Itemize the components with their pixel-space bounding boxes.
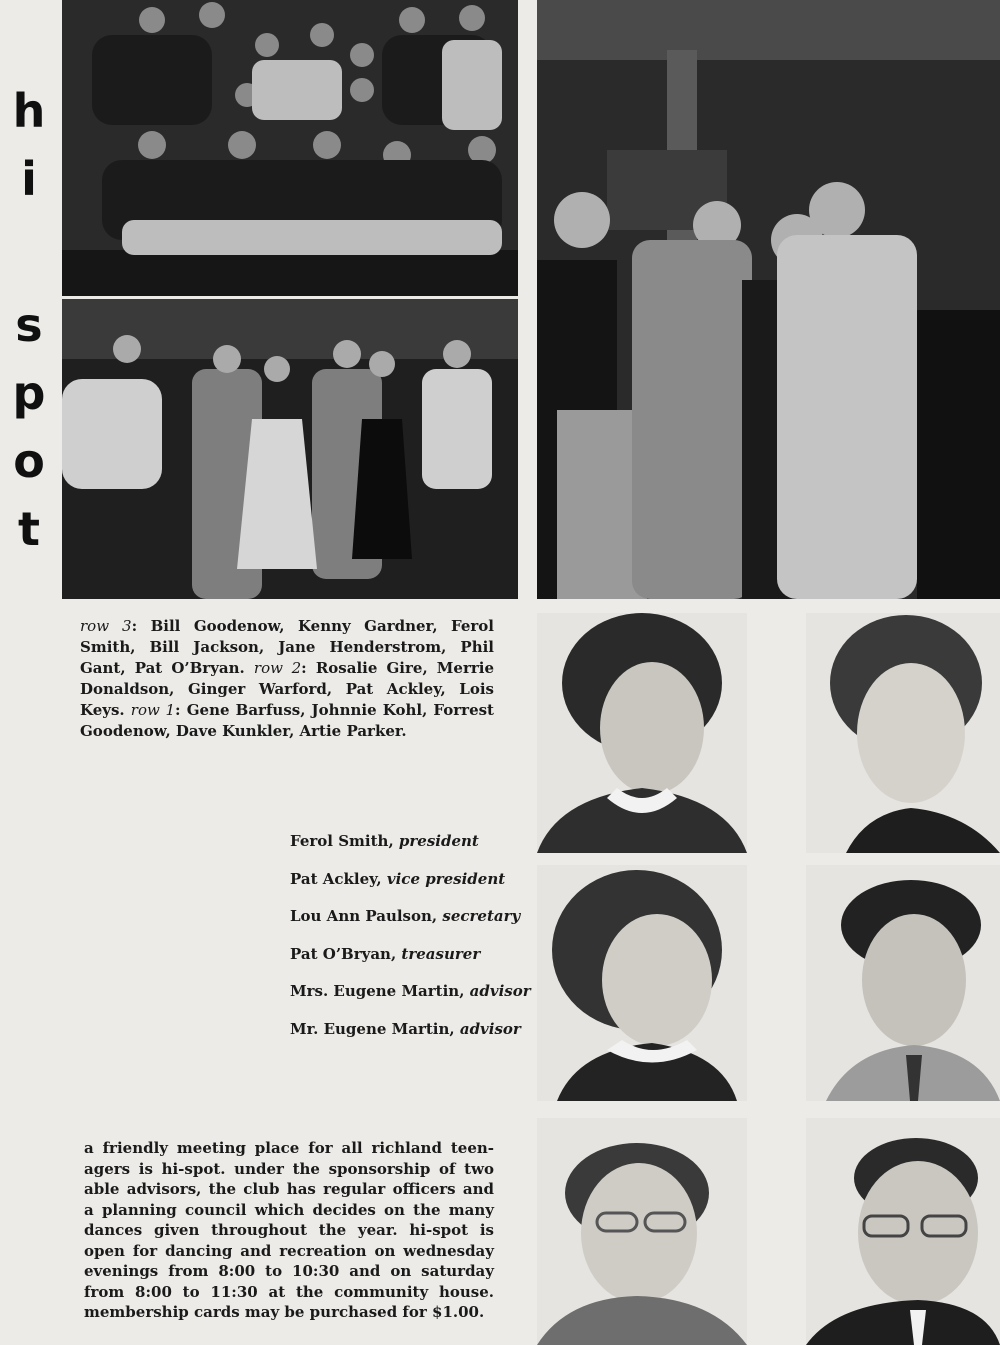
officer-role: president (398, 832, 479, 850)
officer-name: Lou Ann Paulson, (290, 907, 438, 925)
officer-name: Pat Ackley, (290, 869, 382, 888)
portrait-image (806, 865, 1000, 1101)
row-names: Gene Barfuss, Johnnie Kohl, Forrest Goodenow, Dave Kunkler, Artie Parker. (80, 701, 494, 740)
officer-name: Mrs. Eugene Martin, (290, 982, 465, 1000)
title-letter: i (21, 152, 37, 206)
title-letter: p (12, 366, 46, 420)
officer-entry (290, 1018, 530, 1056)
row-names: Rosalie Gire, Merrie Donaldson, Ginger Warford, Pat Ackley, Lois Keys. (80, 659, 494, 719)
officer-role: vice president (386, 869, 506, 888)
dance-photo-right (537, 0, 1000, 599)
portrait-pat-obryan (806, 865, 1000, 1101)
officer-entry (290, 905, 530, 943)
club-description: a friendly meeting place for all richland teen-agers is hi-spot. under the sponsorship of two able advisors, the club has regular officers and a planning council which decides on the many dances given throughout the year. hi-spot is open for dancing and recreation on wednesday evenings from 8:00 to 10:30 and on saturday from 8:00 to 11:30 at the community house. membership cards may be purchased for $1.00. (84, 1139, 494, 1321)
portrait-pat-ackley (806, 613, 1000, 853)
officer-name: Ferol Smith, (290, 832, 394, 850)
title-letter: o (13, 434, 45, 488)
dance-photo-right-image (537, 0, 1000, 599)
portrait-ferol-smith (537, 613, 747, 853)
title-letter: h (12, 84, 46, 138)
portrait-image (537, 1118, 747, 1345)
officer-role: advisor (459, 1019, 521, 1038)
vertical-title (0, 84, 58, 556)
group-photo-caption: row 3: Bill Goodenow, Kenny Gardner, Ferol Smith, Bill Jackson, Jane Henderstrom, Phil Gant, Pat O’Bryan. row 2: Rosalie Gire, Merrie Donaldson, Ginger Warford, Pat Ackley, Lois Keys. row 1: Gene Barfuss, Johnnie Kohl, Forrest Goodenow, Dave Kunkler, Artie Parker. (80, 617, 495, 740)
group-photo (62, 0, 518, 296)
portrait-mr-eugene-martin (806, 1118, 1000, 1345)
portrait-mrs-eugene-martin (537, 1118, 747, 1345)
officer-role: treasurer (401, 944, 481, 963)
title-letter: s (15, 298, 43, 352)
officer-entry (290, 943, 530, 981)
group-photo-image (62, 0, 518, 296)
officer-entry (290, 868, 530, 906)
row-names: Bill Goodenow, Kenny Gardner, Ferol Smith, Bill Jackson, Jane Henderstrom, Phil Gant, Pat O’Bryan. (80, 617, 495, 677)
dance-photo-left (62, 299, 518, 599)
officer-entry (290, 980, 530, 1018)
portrait-image (537, 613, 747, 853)
portrait-image (806, 613, 1000, 853)
officer-role: secretary (442, 907, 521, 925)
portrait-image (537, 865, 747, 1101)
title-letter: t (18, 502, 40, 556)
row-label: row 3 (80, 617, 132, 635)
row-label: row 1 (130, 701, 176, 719)
officers-list (290, 830, 530, 1055)
portrait-image (806, 1118, 1000, 1345)
dance-photo-left-image (62, 299, 518, 599)
officer-name: Mr. Eugene Martin, (290, 1019, 455, 1038)
row-label: row 2 (253, 659, 302, 677)
officer-entry (290, 830, 530, 868)
officer-name: Pat O’Bryan, (290, 944, 397, 963)
officer-role: advisor (469, 982, 531, 1000)
portrait-lou-ann-paulson (537, 865, 747, 1101)
